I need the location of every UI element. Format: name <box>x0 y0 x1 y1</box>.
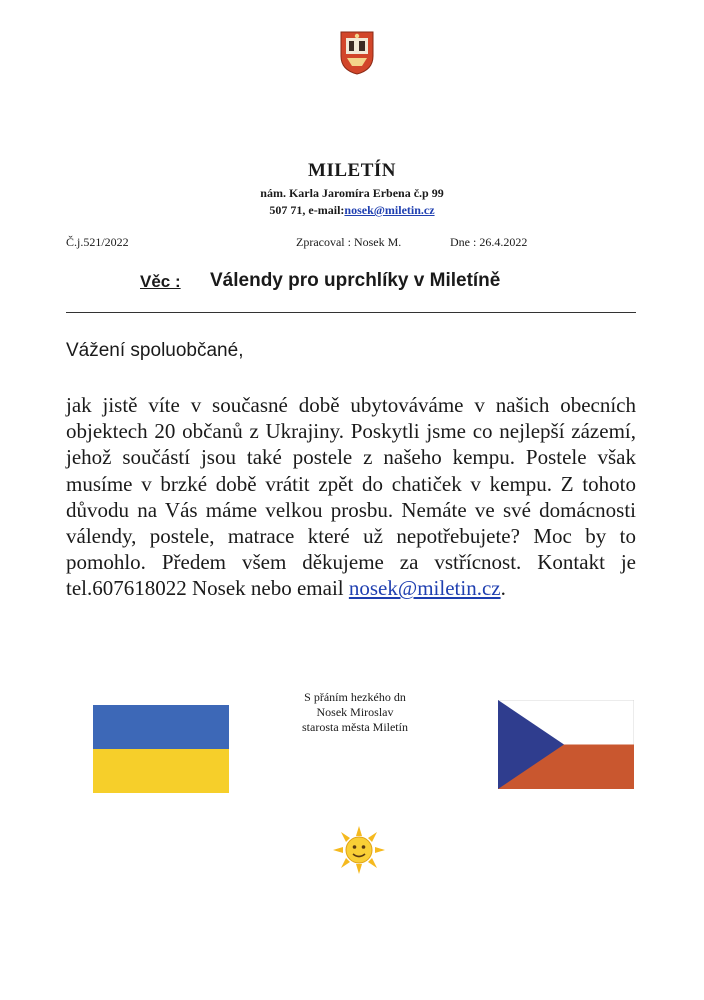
signature-wish: S přáním hezkého dn <box>304 690 406 704</box>
header-email-link[interactable]: nosek@miletin.cz <box>344 203 435 217</box>
ukraine-flag <box>93 705 229 793</box>
czech-flag <box>498 700 634 789</box>
processed-by: Zpracoval : Nosek M. <box>296 235 402 249</box>
sun-icon <box>333 826 385 874</box>
subject-title: Válendy pro uprchlíky v Miletíně <box>210 270 501 291</box>
letter-greeting: Vážení spoluobčané, <box>66 340 244 361</box>
body-email-link[interactable]: nosek@miletin.cz <box>348 576 501 601</box>
address-postal: 507 71, e-mail: <box>269 203 345 217</box>
divider <box>66 312 636 313</box>
signature-block <box>270 690 440 735</box>
signature-title: starosta města Miletín <box>302 720 408 734</box>
signature-name: Nosek Miroslav <box>316 705 394 719</box>
letter-body <box>66 392 636 602</box>
address-line: nám. Karla Jaromíra Erbena č.p 99 <box>260 186 444 200</box>
letter-date: Dne : 26.4.2022 <box>450 235 528 249</box>
town-name: MILETÍN <box>308 160 396 181</box>
town-crest-icon <box>337 28 377 76</box>
letter-body-text: jak jistě víte v současné době ubytováváme v našich obecních objektech 20 občanů z Ukrajiny. Poskytli jsme co nejlepší zázemí, jehož součástí jsou také postele z našeho kempu. Postele však musíme v brzké době vrátit zpět do chatiček v kempu. Z tohoto důvodu na Vás máme velkou prosbu. Nemáte ve své domácnosti válendy, postele, matrace které už nepotřebujete? Moc by to pomohlo. Předem všem děkujeme za vstřícnost. Kontakt je tel.607618022 Nosek nebo email <box>66 393 636 601</box>
subject-label: Věc : <box>140 272 181 291</box>
ukraine-flag-yellow <box>93 749 229 793</box>
reference-number: Č.j.521/2022 <box>66 235 129 249</box>
ukraine-flag-blue <box>93 705 229 749</box>
address-contact-line <box>0 203 704 218</box>
letter-body-end: . <box>500 576 506 601</box>
